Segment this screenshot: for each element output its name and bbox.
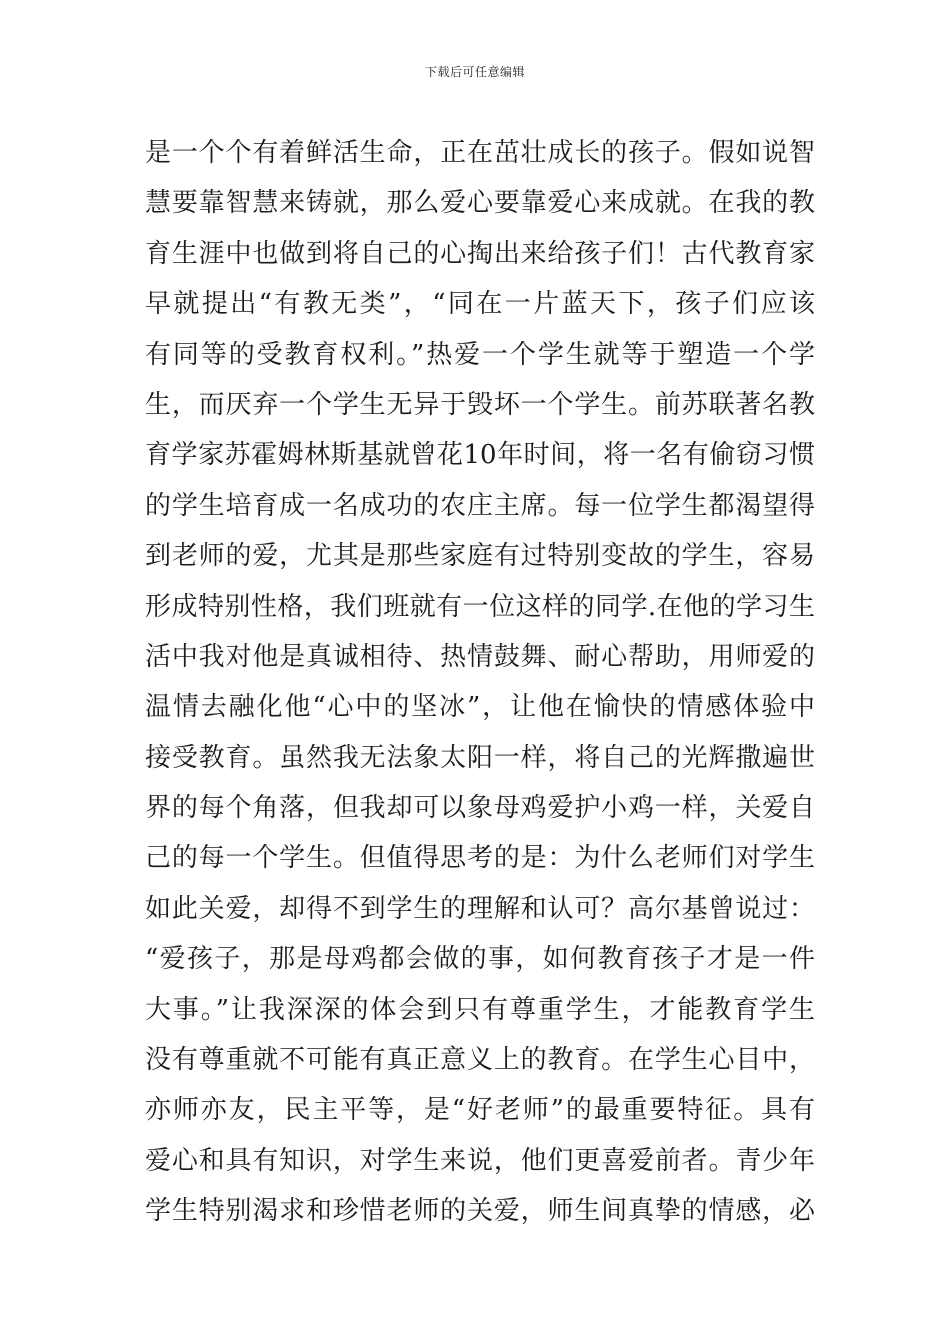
text-line: 大事。”让我深深的体会到只有尊重学生，才能教育学生: [145, 994, 815, 1025]
text-line: “爱孩子，那是母鸡都会做的事，如何教育孩子才是一件: [145, 944, 815, 975]
text-line: 早就提出“有教无类”，“同在一片蓝天下，孩子们应该: [145, 289, 815, 320]
body-text: [145, 128, 815, 1237]
text-line: 温情去融化他“心中的坚冰”，让他在愉快的情感体验中: [145, 692, 815, 723]
page-header: 下载后可任意编辑: [424, 65, 525, 79]
text-line: 如此关爱，却得不到学生的理解和认可？高尔基曾说过：: [145, 893, 815, 924]
text-line: 的学生培育成一名成功的农庄主席。每一位学生都渴望得: [145, 490, 815, 521]
text-line: 亦师亦友，民主平等，是“好老师”的最重要特征。具有: [145, 1095, 815, 1126]
text-line: 育学家苏霍姆林斯基就曾花10年时间，将一名有偷窃习惯: [145, 440, 815, 471]
text-line: 形成特别性格，我们班就有一位这样的同学.在他的学习生: [145, 591, 815, 622]
text-line: 有同等的受教育权利。”热爱一个学生就等于塑造一个学: [145, 339, 815, 370]
text-line: 学生特别渴求和珍惜老师的关爱，师生间真挚的情感，必: [145, 1196, 815, 1227]
text-line: 生，而厌弃一个学生无异于毁坏一个学生。前苏联著名教: [145, 389, 815, 420]
text-line: 接受教育。虽然我无法象太阳一样，将自己的光辉撒遍世: [145, 742, 815, 773]
text-line: 到老师的爱，尤其是那些家庭有过特别变故的学生，容易: [145, 541, 815, 572]
text-line: 活中我对他是真诚相待、热情鼓舞、耐心帮助，用师爱的: [145, 641, 815, 672]
text-line: 慧要靠智慧来铸就，那么爱心要靠爱心来成就。在我的教: [145, 188, 815, 219]
text-line: 是一个个有着鲜活生命，正在茁壮成长的孩子。假如说智: [145, 138, 815, 168]
text-line: 爱心和具有知识，对学生来说，他们更喜爱前者。青少年: [145, 1145, 815, 1176]
text-line: 己的每一个学生。但值得思考的是：为什么老师们对学生: [145, 843, 815, 874]
text-line: 界的每个角落，但我却可以象母鸡爱护小鸡一样，关爱自: [145, 793, 815, 824]
text-line: 育生涯中也做到将自己的心掏出来给孩子们！古代教育家: [145, 238, 815, 269]
text-line: 没有尊重就不可能有真正意义上的教育。在学生心目中，: [145, 1045, 815, 1076]
